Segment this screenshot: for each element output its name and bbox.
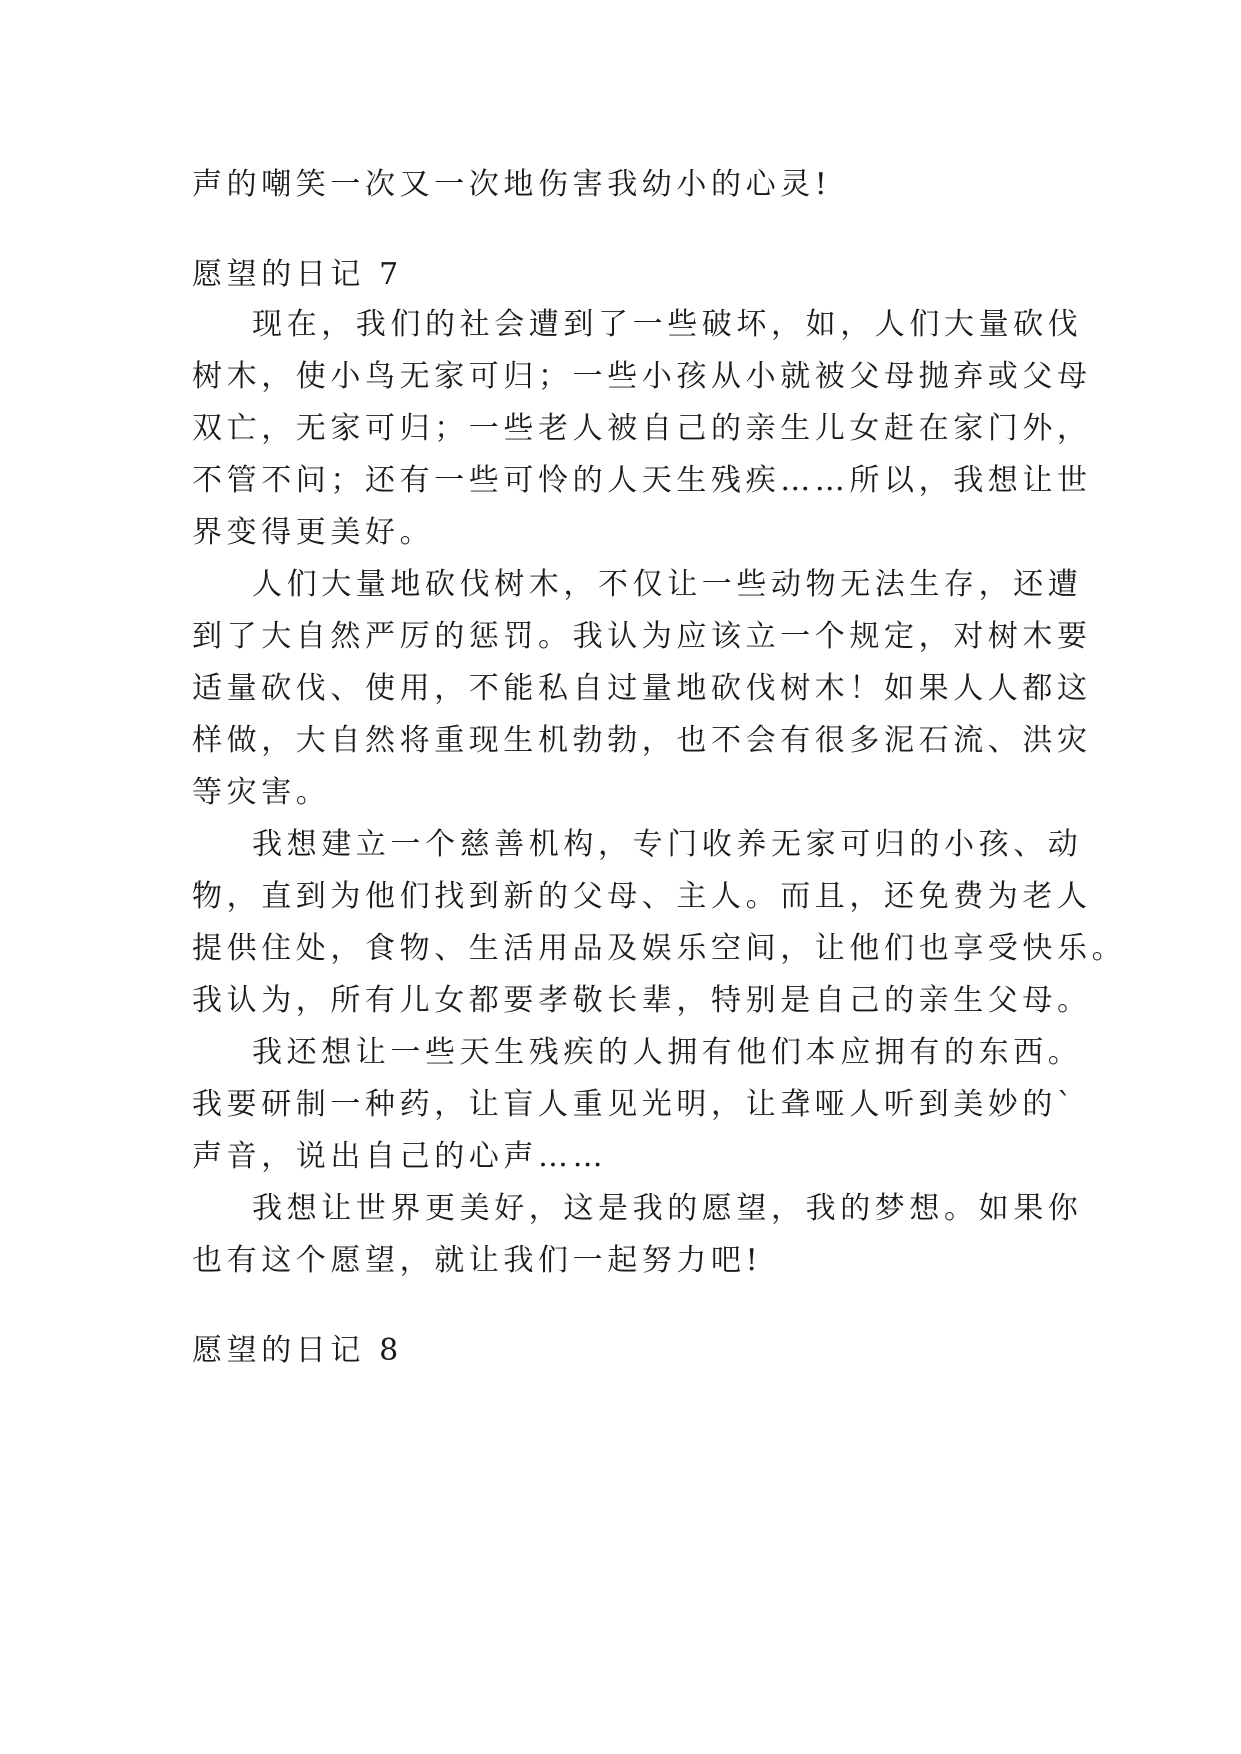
text-line: 我要研制一种药，让盲人重见光明，让聋哑人听到美妙的` — [192, 1087, 1077, 1122]
text-line: 我认为，所有儿女都要孝敬长辈，特别是自己的亲生父母。 — [192, 983, 1092, 1018]
text-line: 现在，我们的社会遭到了一些破坏，如，人们大量砍伐 — [252, 307, 1083, 342]
text-line: 我还想让一些天生残疾的人拥有他们本应拥有的东西。 — [252, 1035, 1083, 1070]
text-line: 提供住处，食物、生活用品及娱乐空间，让他们也享受快乐。 — [192, 931, 1127, 966]
section-heading: 愿望的日记 8 — [192, 1333, 403, 1368]
text-line: 声的嘲笑一次又一次地伤害我幼小的心灵! — [192, 167, 832, 202]
section-heading: 愿望的日记 7 — [192, 257, 403, 292]
text-line: 也有这个愿望，就让我们一起努力吧! — [192, 1243, 763, 1278]
text-line: 不管不问；还有一些可怜的人天生残疾……所以，我想让世 — [192, 463, 1092, 498]
text-line: 双亡，无家可归；一些老人被自己的亲生儿女赶在家门外， — [192, 411, 1092, 446]
text-line: 我想建立一个慈善机构，专门收养无家可归的小孩、动 — [252, 827, 1083, 862]
text-line: 人们大量地砍伐树木，不仅让一些动物无法生存，还遭 — [252, 567, 1083, 602]
text-line: 我想让世界更美好，这是我的愿望，我的梦想。如果你 — [252, 1191, 1083, 1226]
text-line: 等灾害。 — [192, 775, 331, 810]
text-line: 声音，说出自己的心声…… — [192, 1139, 608, 1174]
text-line: 界变得更美好。 — [192, 515, 435, 550]
text-line: 适量砍伐、使用，不能私自过量地砍伐树木！如果人人都这 — [192, 671, 1092, 706]
text-line: 样做，大自然将重现生机勃勃，也不会有很多泥石流、洪灾 — [192, 723, 1092, 758]
text-line: 到了大自然严厉的惩罚。我认为应该立一个规定，对树木要 — [192, 619, 1092, 654]
text-line: 树木，使小鸟无家可归；一些小孩从小就被父母抛弃或父母 — [192, 359, 1092, 394]
text-line: 物，直到为他们找到新的父母、主人。而且，还免费为老人 — [192, 879, 1092, 914]
